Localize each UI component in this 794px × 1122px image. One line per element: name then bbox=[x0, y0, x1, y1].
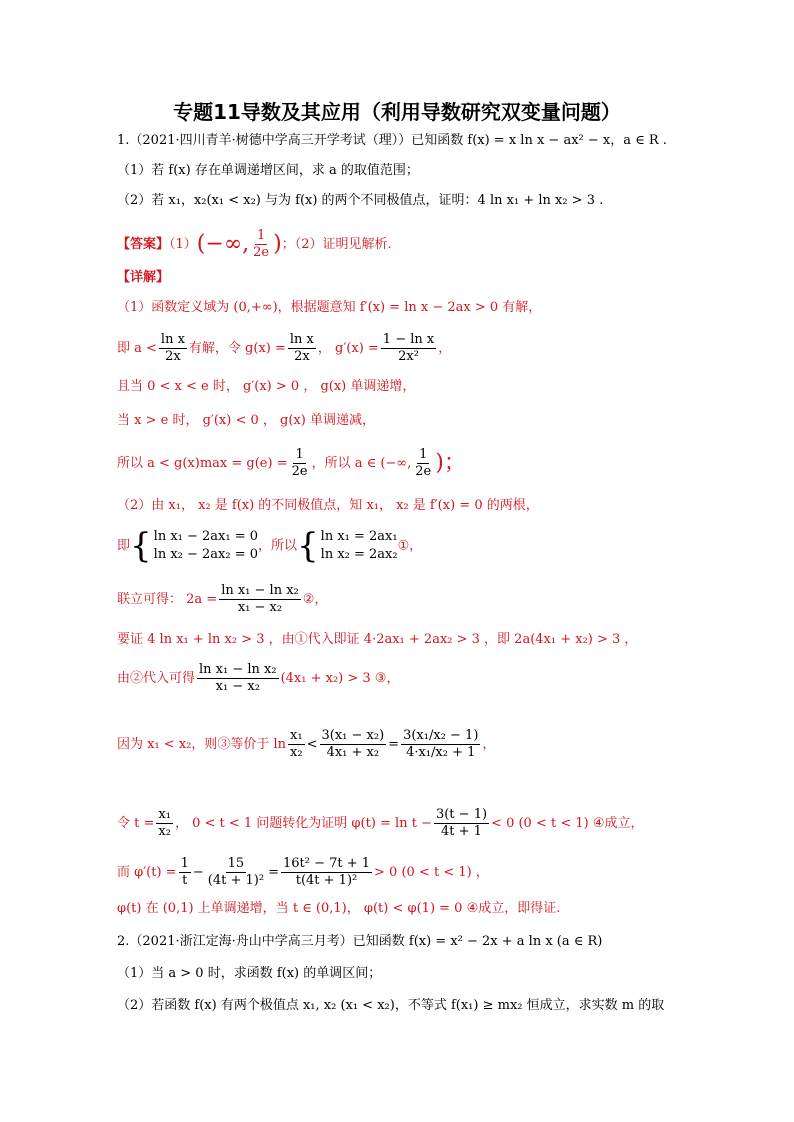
answer-label: 【答案】 bbox=[117, 237, 170, 252]
fraction: $\frac{\text{ln x}}{2x}$ bbox=[160, 332, 185, 364]
q1-part1: （1）若 f(x) 存在单调递增区间，求 a 的取值范围； bbox=[117, 163, 419, 178]
fraction: $\frac{\text{16t² − 7t + 1}}{\text{t(4t + 1)²}}$ bbox=[282, 856, 371, 888]
q2-stem: 2.（2021·浙江定海·舟山中学高三月考）已知函数 f(x) = x² − 2x + a ln x (a ∈ R) bbox=[117, 934, 603, 949]
solution-line-14: φ(t) 在 (0,1) 上单调递增，当 t ∈ (0,1)， φ(t) < φ(1) = 0 ④成立，即得证. bbox=[117, 901, 561, 916]
fraction: $\frac{\text{3(x₁/x₂ − 1)}}{\text{4·x₁/x₂ + 1}}$ bbox=[403, 728, 479, 760]
solution-line-11: 因为 x₁ < x₂，则③等价于 ln $\frac{\text{x₁}}{\text{x₂}}$ < $\frac{\text{3(x₁ − x₂)}}{\text{4x₁ + x₂}}$ = $\frac{\text{3(x₁/x₂ − 1)}}{\text{4·x₁/x₂ + 1}}$ ， bbox=[117, 728, 496, 760]
solution-line-4: 当 x > e 时， g′(x) < 0 ， g(x) 单调递减， bbox=[117, 413, 375, 428]
solution-line-7: 即{ ln x₁ − 2ax₁ = 0 ln x₂ − 2ax₂ = 0 ，所以{ ln x₁ = 2ax₁ ln x₂ = 2ax₂ ①， bbox=[117, 526, 423, 566]
page-title: 专题11导数及其应用（利用导数研究双变量问题） bbox=[173, 100, 621, 124]
fraction: $\frac{\text{ln x₁ − ln x₂}}{\text{x₁ − x₂}}$ bbox=[221, 583, 299, 615]
solution-line-9: 要证 4 ln x₁ + ln x₂ > 3 ，由①代入即证 4·2ax₁ + 2ax₂ > 3 ，即 2a(4x₁ + x₂) > 3 ， bbox=[117, 632, 638, 647]
solution-line-2: 即 a < $\frac{\text{ln x}}{2x}$ 有解，令 g(x) = $\frac{\text{ln x}}{2x}$ ， g′(x) = $\frac{\text{1 − ln x}}{\text{2x²}}$ ， bbox=[117, 332, 452, 364]
solution-line-6: （2）由 x₁， x₂ 是 f(x) 的不同极值点，知 x₁， x₂ 是 f′(x) = 0 的两根， bbox=[117, 498, 539, 513]
fraction: $\frac{1}{2e}$ bbox=[415, 447, 432, 479]
q1-answer: 【答案】（1）(−∞, $\frac{1}{2e}$ )；（2）证明见解析. bbox=[117, 228, 392, 260]
solution-line-13: 而 φ′(t) = $\frac{1}{t}$ − $\frac{15}{\text{(4t + 1)²}}$ = $\frac{\text{16t² − 7t + 1}}{\text{t(4t + 1)²}}$ > 0 (0 < t < 1) ， bbox=[117, 856, 489, 888]
solution-line-8: 联立可得： 2a = $\frac{\text{ln x₁ − ln x₂}}{\text{x₁ − x₂}}$ ②， bbox=[117, 583, 328, 615]
fraction: $\frac{1}{t}$ bbox=[180, 856, 189, 888]
fraction: $\frac{\text{ln x₁ − ln x₂}}{\text{x₁ − x₂}}$ bbox=[199, 662, 277, 694]
q2-part1: （1）当 a > 0 时，求函数 f(x) 的单调区间； bbox=[117, 966, 382, 981]
detail-label: 【详解】 bbox=[117, 270, 170, 285]
q1-part2: （2）若 x₁，x₂(x₁ < x₂) 与为 f(x) 的两个不同极值点，证明：4 ln x₁ + ln x₂ > 3 . bbox=[117, 193, 604, 208]
q2-part2: （2）若函数 f(x) 有两个极值点 x₁, x₂ (x₁ < x₂)，不等式 f(x₁) ≥ mx₂ 恒成立，求实数 m 的取 bbox=[117, 998, 665, 1013]
fraction: $\frac{\text{ln x}}{2x}$ bbox=[289, 332, 314, 364]
fraction: $\frac{15}{\text{(4t + 1)²}}$ bbox=[207, 856, 265, 888]
solution-line-5: 所以 a < g(x)max = g(e) = $\frac{1}{2e}$ ，所以 a ∈ (−∞, $\frac{1}{2e}$ )； bbox=[117, 447, 466, 479]
fraction: $\frac{\text{x₁}}{\text{x₂}}$ bbox=[290, 728, 303, 760]
fraction: $\frac{3(t - 1)}{4t + 1}$ bbox=[435, 807, 488, 839]
solution-line-12: 令 t = $\frac{\text{x₁}}{\text{x₂}}$ ， 0 < t < 1 问题转化为证明 φ(t) = ln t − $\frac{3(t - 1)}{4t + 1}$ < 0 (0 < t < 1) ④成立， bbox=[117, 807, 644, 839]
equation-system: ln x₁ = 2ax₁ ln x₂ = 2ax₂ bbox=[320, 529, 398, 562]
fraction: $\frac{1}{2e}$ bbox=[253, 228, 270, 260]
equation-system: ln x₁ − 2ax₁ = 0 ln x₂ − 2ax₂ = 0 bbox=[153, 529, 259, 562]
fraction: $\frac{\text{1 − ln x}}{\text{2x²}}$ bbox=[382, 332, 435, 364]
q1-stem: 1.（2021·四川青羊·树德中学高三开学考试（理））已知函数 f(x) = x ln x − ax² − x，a ∈ R . bbox=[117, 133, 667, 148]
solution-line-1: （1）函数定义域为 (0,+∞)，根据题意知 f′(x) = ln x − 2ax > 0 有解， bbox=[117, 300, 542, 315]
solution-line-10: 由②代入可得 $\frac{\text{ln x₁ − ln x₂}}{\text{x₁ − x₂}}$ (4x₁ + x₂) > 3 ③， bbox=[117, 662, 400, 694]
fraction: $\frac{1}{2e}$ bbox=[291, 447, 308, 479]
fraction: $\frac{\text{x₁}}{\text{x₂}}$ bbox=[158, 807, 171, 839]
fraction: $\frac{\text{3(x₁ − x₂)}}{\text{4x₁ + x₂}}$ bbox=[321, 728, 385, 760]
solution-line-3: 且当 0 < x < e 时， g′(x) > 0 ， g(x) 单调递增， bbox=[117, 379, 416, 394]
